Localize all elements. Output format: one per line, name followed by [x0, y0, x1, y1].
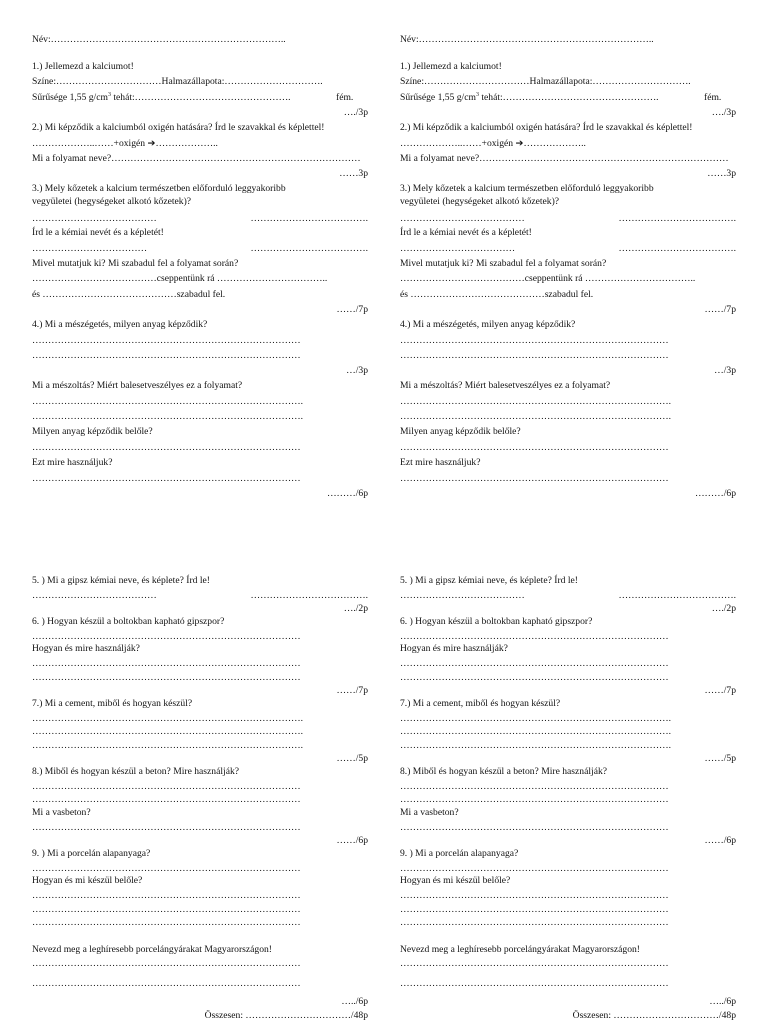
- total-line[interactable]: Összesen: ……………………………/48p: [572, 1010, 736, 1021]
- q9-dots-3[interactable]: …………………………………………………………………………: [32, 904, 301, 915]
- q4-product: Milyen anyag képződik belőle?: [32, 426, 153, 437]
- q4-points: …/3p: [714, 365, 736, 376]
- q2-equation-line[interactable]: ………………..……+oxigén ➔………………..: [400, 138, 586, 149]
- q8-dots-1[interactable]: …………………………………………………………………………: [32, 781, 301, 792]
- q6-dots-2[interactable]: …………………………………………………………………………: [32, 658, 301, 669]
- q9-dots-5[interactable]: …………………………………………………………………………: [400, 958, 669, 969]
- q1-density-pre: Sűrűsége 1,55 g/cm: [32, 92, 108, 103]
- q3-blank-a[interactable]: …………………………………: [32, 213, 157, 224]
- q8-points: ……/6p: [336, 835, 368, 846]
- name-line[interactable]: Név:………………………………………………………………..: [400, 34, 654, 45]
- q5-title: 5. ) Mi a gipsz kémiai neve, és képlete? Írd le!: [400, 575, 578, 586]
- q6-points: ……/7p: [336, 685, 368, 696]
- q9-dots-1[interactable]: …………………………………………………………………………: [400, 863, 669, 874]
- q3-chem-prompt: Írd le a kémiai nevét és a képletét!: [32, 227, 164, 238]
- q1-density-post: tehát:………………………………………….: [110, 92, 291, 103]
- q1-density-line[interactable]: [32, 92, 291, 104]
- q1-density-line[interactable]: [400, 92, 659, 104]
- q3-title-line2: vegyületei (hegységeket alkotó kőzetek)?: [32, 196, 192, 207]
- q7-points: ……/5p: [336, 753, 368, 764]
- q7-dots-3[interactable]: ………………………………………………………………………….: [32, 740, 304, 751]
- q7-dots-2[interactable]: ………………………………………………………………………….: [32, 726, 304, 737]
- q8-rebar: Mi a vasbeton?: [32, 807, 91, 818]
- q2-process-line[interactable]: Mi a folyamat neve?……………………………………………………………………: [32, 153, 361, 164]
- name-line[interactable]: Név:………………………………………………………………..: [32, 34, 286, 45]
- q7-dots-3[interactable]: ………………………………………………………………………….: [400, 740, 672, 751]
- q7-title: 7.) Mi a cement, miből és hogyan készül?: [32, 698, 193, 709]
- q4-dots-6[interactable]: …………………………………………………………………………: [32, 473, 301, 484]
- q3-blank-b[interactable]: ……………………………….: [618, 213, 736, 224]
- q5-blank-b[interactable]: ……………………………….: [250, 590, 368, 601]
- q1-density-post: tehát:………………………………………….: [478, 92, 659, 103]
- q9-factories: Nevezd meg a leghíresebb porcelángyárakat Magyarországon!: [400, 944, 640, 955]
- q8-dots-2[interactable]: …………………………………………………………………………: [400, 794, 669, 805]
- q3-title-line1: 3.) Mely kőzetek a kalcium természetben előforduló leggyakoribb: [400, 183, 654, 194]
- q9-dots-5[interactable]: …………………………………………………………………………: [32, 958, 301, 969]
- q2-title: 2.) Mi képződik a kalciumból oxigén hatására? Írd le szavakkal és képlettel!: [400, 122, 693, 133]
- q3-release-line[interactable]: és ……………………………………szabadul fel.: [400, 289, 594, 300]
- q4-use: Ezt mire használjuk?: [400, 457, 481, 468]
- total-line[interactable]: Összesen: ……………………………/48p: [204, 1010, 368, 1021]
- q4-points-2: ………/6p: [694, 488, 736, 499]
- q9-dots-3[interactable]: …………………………………………………………………………: [400, 904, 669, 915]
- q1-title: 1.) Jellemezd a kalciumot!: [400, 61, 502, 72]
- q6-use: Hogyan és mire használják?: [400, 643, 508, 654]
- q3-blank-c[interactable]: ………………………………: [400, 243, 516, 254]
- q6-dots-3[interactable]: …………………………………………………………………………: [32, 672, 301, 683]
- q1-density-sup: 3: [107, 91, 111, 98]
- q4-dots-5[interactable]: …………………………………………………………………………: [32, 442, 301, 453]
- q6-use: Hogyan és mire használják?: [32, 643, 140, 654]
- q9-dots-6[interactable]: …………………………………………………………………………: [400, 978, 669, 989]
- q3-blank-b[interactable]: ……………………………….: [250, 213, 368, 224]
- q4-slaking: Mi a mészoltás? Miért balesetveszélyes ez a folyamat?: [400, 380, 611, 391]
- q4-title: 4.) Mi a mészégetés, milyen anyag képződik?: [400, 319, 576, 330]
- q9-dots-2[interactable]: …………………………………………………………………………: [400, 890, 669, 901]
- q3-points: ……/7p: [336, 304, 368, 315]
- q8-dots-2[interactable]: …………………………………………………………………………: [32, 794, 301, 805]
- q5-title: 5. ) Mi a gipsz kémiai neve, és képlete? Írd le!: [32, 575, 210, 586]
- q6-dots-3[interactable]: …………………………………………………………………………: [400, 672, 669, 683]
- q3-release-line[interactable]: és ……………………………………szabadul fel.: [32, 289, 226, 300]
- q3-drop-line[interactable]: …………………………………cseppentünk rá ……………………………..: [400, 273, 696, 284]
- q9-points: …../6p: [709, 996, 736, 1007]
- q1-density-tail: fém.: [336, 92, 354, 103]
- q8-dots-3[interactable]: …………………………………………………………………………: [32, 822, 301, 833]
- q5-blank-b[interactable]: ……………………………….: [618, 590, 736, 601]
- q9-points: …../6p: [341, 996, 368, 1007]
- q7-dots-1[interactable]: ………………………………………………………………………….: [32, 713, 304, 724]
- q9-title: 9. ) Mi a porcelán alapanyaga?: [400, 848, 519, 859]
- q8-title: 8.) Miből és hogyan készül a beton? Mire használják?: [32, 766, 240, 777]
- q3-points: ……/7p: [704, 304, 736, 315]
- q8-rebar: Mi a vasbeton?: [400, 807, 459, 818]
- q6-title: 6. ) Hogyan készül a boltokban kapható gipszpor?: [32, 616, 225, 627]
- q5-blank-a[interactable]: …………………………………: [32, 590, 157, 601]
- q7-dots-1[interactable]: ………………………………………………………………………….: [400, 713, 672, 724]
- q4-slaking: Mi a mészoltás? Miért balesetveszélyes ez a folyamat?: [32, 380, 243, 391]
- q5-points: …./2p: [711, 603, 736, 614]
- q9-dots-2[interactable]: …………………………………………………………………………: [32, 890, 301, 901]
- q4-dots-4[interactable]: ………………………………………………………………………….: [32, 411, 304, 422]
- q8-dots-1[interactable]: …………………………………………………………………………: [400, 781, 669, 792]
- q1-color-state-line[interactable]: Színe:……………………………Halmazállapota:………………………….: [32, 76, 323, 87]
- q5-points: …./2p: [343, 603, 368, 614]
- q2-title: 2.) Mi képződik a kalciumból oxigén hatására? Írd le szavakkal és képlettel!: [32, 122, 325, 133]
- q4-product: Milyen anyag képződik belőle?: [400, 426, 521, 437]
- q3-detect: Mivel mutatjuk ki? Mi szabadul fel a folyamat során?: [32, 258, 239, 269]
- q9-factories: Nevezd meg a leghíresebb porcelángyárakat Magyarországon!: [32, 944, 272, 955]
- q4-dots-4[interactable]: ………………………………………………………………………….: [400, 411, 672, 422]
- q1-density-tail: fém.: [704, 92, 722, 103]
- q9-how: Hogyan és mi készül belőle?: [32, 875, 143, 886]
- q4-dots-1[interactable]: …………………………………………………………………………: [32, 335, 301, 346]
- q4-use: Ezt mire használjuk?: [32, 457, 113, 468]
- q8-points: ……/6p: [704, 835, 736, 846]
- q3-blank-d[interactable]: ……………………………….: [250, 243, 368, 254]
- q7-points: ……/5p: [704, 753, 736, 764]
- q9-title: 9. ) Mi a porcelán alapanyaga?: [32, 848, 151, 859]
- q3-chem-prompt: Írd le a kémiai nevét és a képletét!: [400, 227, 532, 238]
- q2-process-line[interactable]: Mi a folyamat neve?……………………………………………………………………: [400, 153, 729, 164]
- q6-title: 6. ) Hogyan készül a boltokban kapható gipszpor?: [400, 616, 593, 627]
- q2-points: ……3p: [707, 168, 736, 179]
- q1-points: …./3p: [343, 107, 368, 118]
- q4-title: 4.) Mi a mészégetés, milyen anyag képződik?: [32, 319, 208, 330]
- q1-points: …./3p: [711, 107, 736, 118]
- q4-dots-6[interactable]: …………………………………………………………………………: [400, 473, 669, 484]
- q1-title: 1.) Jellemezd a kalciumot!: [32, 61, 134, 72]
- q4-points: …/3p: [346, 365, 368, 376]
- q3-blank-c[interactable]: ………………………………: [32, 243, 148, 254]
- q6-points: ……/7p: [704, 685, 736, 696]
- q1-density-sup: 3: [475, 91, 479, 98]
- q6-dots-1[interactable]: …………………………………………………………………………: [32, 631, 301, 642]
- q8-title: 8.) Miből és hogyan készül a beton? Mire használják?: [400, 766, 608, 777]
- q3-detect: Mivel mutatjuk ki? Mi szabadul fel a folyamat során?: [400, 258, 607, 269]
- q9-how: Hogyan és mi készül belőle?: [400, 875, 511, 886]
- q9-dots-1[interactable]: …………………………………………………………………………: [32, 863, 301, 874]
- q2-points: ……3p: [339, 168, 368, 179]
- q4-dots-3[interactable]: ………………………………………………………………………….: [32, 396, 304, 407]
- q4-dots-2[interactable]: …………………………………………………………………………: [400, 350, 669, 361]
- q1-color-state-line[interactable]: Színe:……………………………Halmazállapota:………………………….: [400, 76, 691, 87]
- q7-dots-2[interactable]: ………………………………………………………………………….: [400, 726, 672, 737]
- q3-title-line1: 3.) Mely kőzetek a kalcium természetben előforduló leggyakoribb: [32, 183, 286, 194]
- q9-dots-6[interactable]: …………………………………………………………………………: [32, 978, 301, 989]
- q9-dots-4[interactable]: …………………………………………………………………………: [400, 917, 669, 928]
- q3-blank-a[interactable]: …………………………………: [400, 213, 525, 224]
- q1-density-pre: Sűrűsége 1,55 g/cm: [400, 92, 476, 103]
- q4-points-2: ………/6p: [326, 488, 368, 499]
- q8-dots-3[interactable]: …………………………………………………………………………: [400, 822, 669, 833]
- q4-dots-1[interactable]: …………………………………………………………………………: [400, 335, 669, 346]
- q4-dots-5[interactable]: …………………………………………………………………………: [400, 442, 669, 453]
- q6-dots-1[interactable]: …………………………………………………………………………: [400, 631, 669, 642]
- q9-dots-4[interactable]: …………………………………………………………………………: [32, 917, 301, 928]
- q5-blank-a[interactable]: …………………………………: [400, 590, 525, 601]
- q3-blank-d[interactable]: ……………………………….: [618, 243, 736, 254]
- q3-drop-line[interactable]: …………………………………cseppentünk rá ……………………………..: [32, 273, 328, 284]
- q4-dots-2[interactable]: …………………………………………………………………………: [32, 350, 301, 361]
- q2-equation-line[interactable]: ………………..……+oxigén ➔………………..: [32, 138, 218, 149]
- q6-dots-2[interactable]: …………………………………………………………………………: [400, 658, 669, 669]
- q4-dots-3[interactable]: ………………………………………………………………………….: [400, 396, 672, 407]
- q7-title: 7.) Mi a cement, miből és hogyan készül?: [400, 698, 561, 709]
- q3-title-line2: vegyületei (hegységeket alkotó kőzetek)?: [400, 196, 560, 207]
